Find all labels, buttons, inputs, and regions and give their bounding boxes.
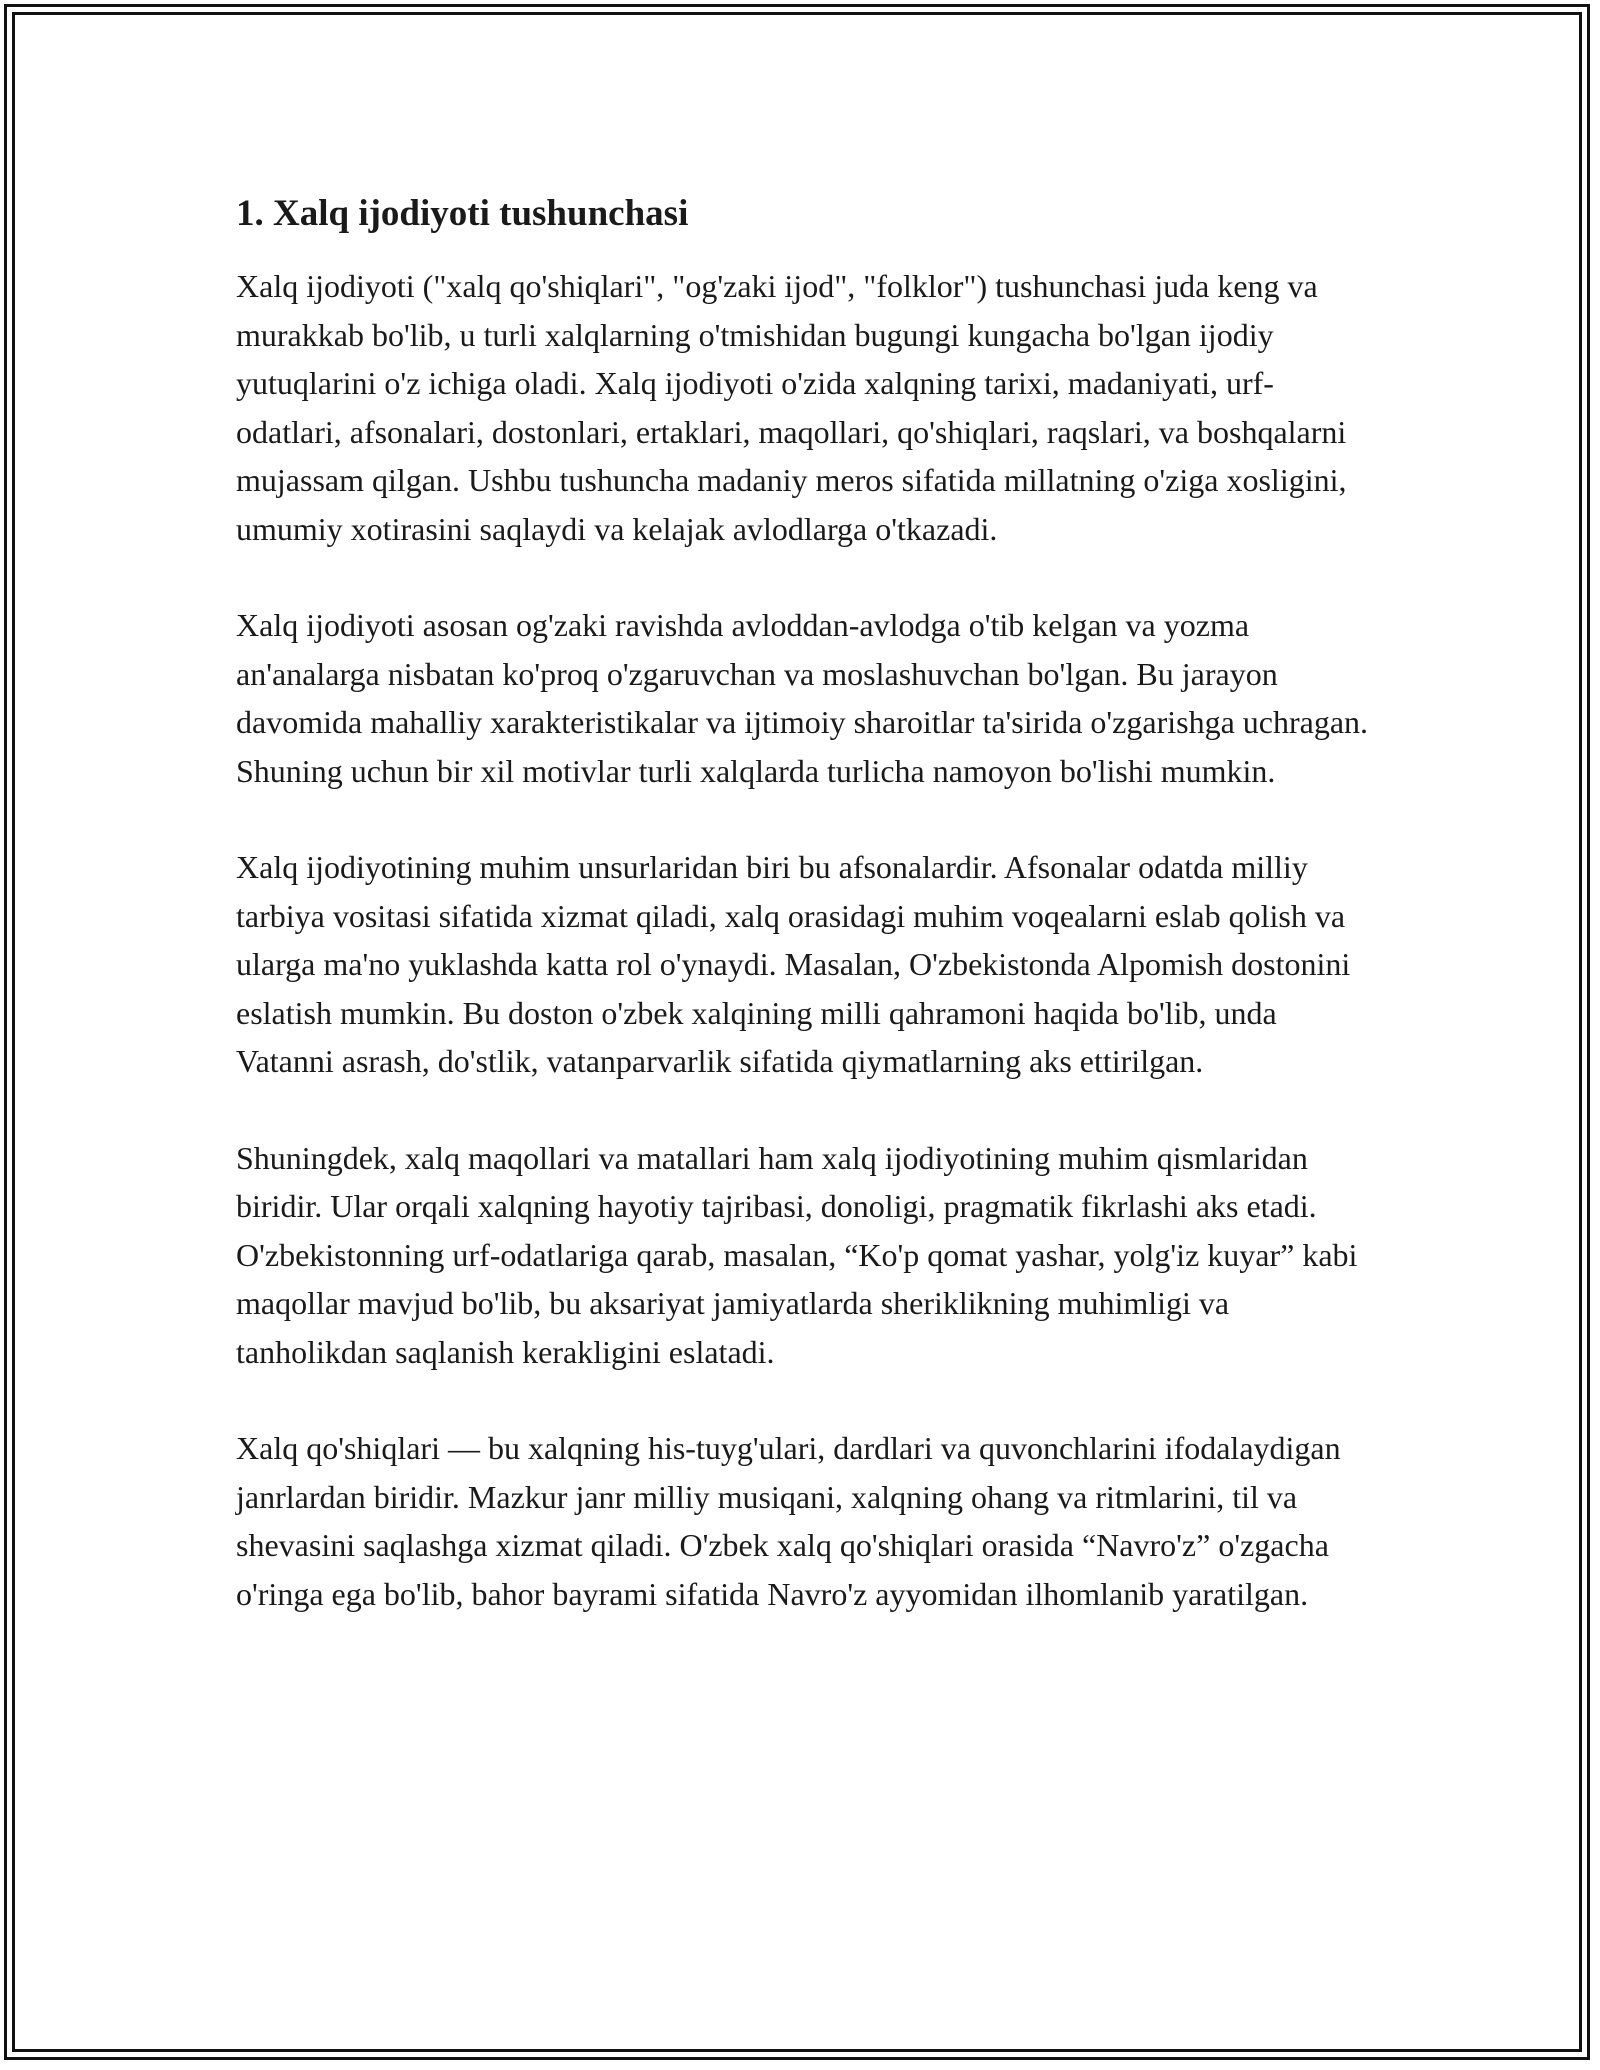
paragraph-2: Xalq ijodiyoti asosan og'zaki ravishda avloddan-avlodga o'tib kelgan va yozma an'analarga nisbatan ko'proq o'zgaruvchan va moslashuvchan bo'lgan. Bu jarayon davomida mahalliy xarakteristikalar va ijtimoiy sharoitlar ta'sirida o'zgarishga uchragan. Shuning uchun bir xil motivlar turli xalqlarda turlicha namoyon bo'lishi mumkin. xyxy=(236,607,1369,789)
paragraph-1: Xalq ijodiyoti ("xalq qo'shiqlari", "og'zaki ijod", "folklor") tushunchasi juda keng va murakkab bo'lib, u turli xalqlarning o'tmishidan bugungi kungacha bo'lgan ijodiy yutuqlarini o'z ichiga oladi. Xalq ijodiyoti o'zida xalqning tarixi, madaniyati, urf-odatlari, afsonalari, dostonlari, ertaklari, maqollari, qo'shiqlari, raqslari, va boshqalarni mujassam qilgan. Ushbu tushuncha madaniy meros sifatida millatning o'ziga xosligini, umumiy xotirasini saqlaydi va kelajak avlodlarga o'tkazadi. xyxy=(236,268,1347,547)
paragraph-4: Shuningdek, xalq maqollari va matallari ham xalq ijodiyotining muhim qismlaridan biridir. Ular orqali xalqning hayotiy tajribasi, donoligi, pragmatik fikrlashi aks etadi. O'zbekistonning urf-odatlariga qarab, masalan, “Ko'p qomat yashar, yolg'iz kuyar” kabi maqollar mavjud bo'lib, bu aksariyat jamiyatlarda sheriklikning muhimligi va tanholikdan saqlanish kerakligini eslatadi. xyxy=(236,1139,1358,1370)
paragraph-3: Xalq ijodiyotining muhim unsurlaridan biri bu afsonalardir. Afsonalar odatda milliy tarbiya vositasi sifatida xizmat qiladi, xalq orasidagi muhim voqealarni eslab qolish va ularga ma'no yuklashda katta rol o'ynaydi. Masalan, O'zbekistonda Alpomish dostonini eslatish mumkin. Bu doston o'zbek xalqining milli qahramoni haqida bo'lib, unda Vatanni asrash, do'stlik, vatanparvarlik sifatida qiymatlarning aks ettirilgan. xyxy=(236,849,1351,1079)
document-body xyxy=(236,188,1376,1666)
page-title: 1. Xalq ijodiyoti tushunchasi xyxy=(236,193,689,234)
paragraph-5: Xalq qo'shiqlari — bu xalqning his-tuyg'ulari, dardlari va quvonchlarini ifodalaydigan janrlardan biridir. Mazkur janr milliy musiqani, xalqning ohang va ritmlarini, til va shevasini saqlashga xizmat qiladi. O'zbek xalq qo'shiqlari orasida “Navro'z” o'zgacha o'ringa ega bo'lib, bahor bayrami sifatida Navro'z ayyomidan ilhomlanib yaratilgan. xyxy=(236,1430,1341,1612)
